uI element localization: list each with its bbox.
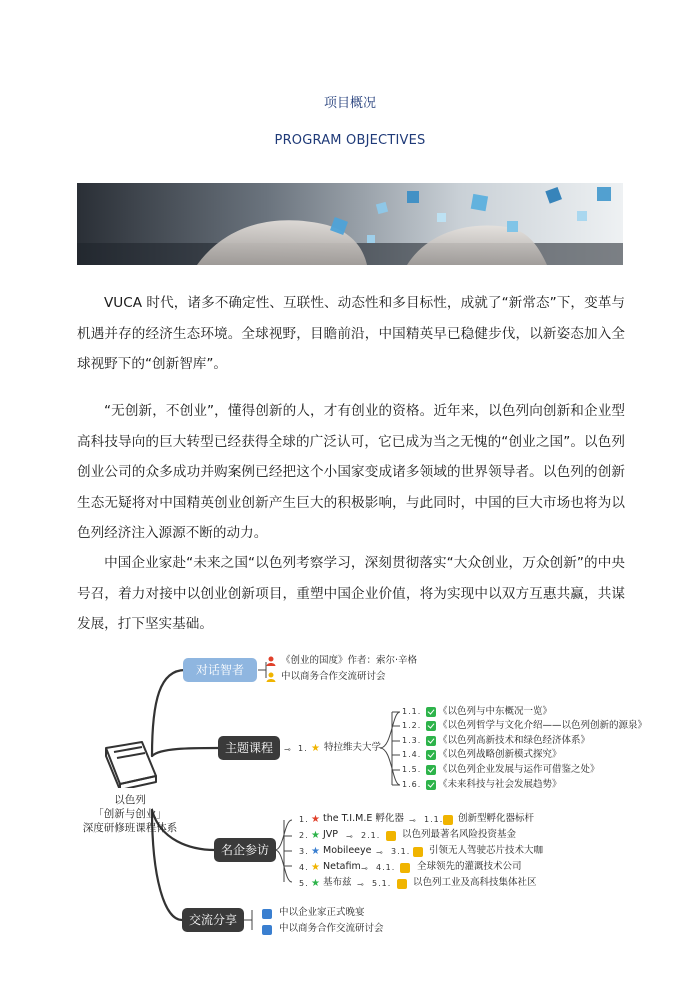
check-icon (426, 765, 436, 775)
connector-dot: ⊸ (346, 832, 353, 841)
visit-company: the T.I.M.E 孵化器 (323, 813, 404, 824)
star-icon: ★ (311, 846, 320, 857)
intro-paragraph-3: 中国企业家赴“未来之国“以色列考察学习，深刻贯彻落实“大众创业，万众创新”的中央号召，着力对接中以创业创新项目，重塑中国企业价值，将为实现中以双方互惠共赢，共谋发展，打下坚实基础。 (77, 555, 625, 632)
course-item-num: 1.5. (402, 765, 422, 774)
page-title-cn: 项目概况 (323, 96, 376, 111)
banner-image (77, 183, 623, 265)
visit-subnum: 2.1. (361, 831, 381, 840)
branch-visits-pill[interactable]: 名企参访 (214, 838, 276, 862)
star-icon: ★ (311, 862, 320, 873)
branch-exchange-pill[interactable]: 交流分享 (182, 908, 244, 932)
connector-dot: ⊸ (284, 745, 291, 754)
star-icon: ★ (311, 814, 320, 825)
root-book-icon (84, 738, 176, 788)
exchange-item-2: 中以商务合作交流研讨会 (279, 923, 384, 934)
exchange-item-1: 中以企业家正式晚宴 (279, 907, 365, 918)
visit-num: 4. (299, 863, 309, 872)
star-icon: ★ (311, 830, 320, 841)
person-icon (266, 672, 276, 682)
star-icon: ★ (311, 743, 320, 754)
visit-subnum: 5.1. (372, 879, 392, 888)
root-node-label: 以色列 「创新与创业」 深度研修班课程体系 (82, 794, 178, 834)
course-item-num: 1.6. (402, 780, 422, 789)
course-item: 《以色列哲学与文化介绍——以色列创新的源泉》 (438, 720, 648, 731)
intro-paragraph-1: VUCA 时代，诸多不确定性、互联性、动态性和多目标性，成就了“新常态”下，变革与机遇并存的经济生态环境。全球视野，目瞻前沿，中国精英早已稳健步伐，以新姿态加入全球视野下的“创新智库”。 (77, 295, 625, 372)
visit-desc: 以色列最著名风险投资基金 (402, 829, 517, 840)
check-icon (426, 750, 436, 760)
visit-num: 1. (299, 815, 309, 824)
people-icon (262, 925, 272, 935)
connector-dot: ⊸ (376, 848, 383, 857)
connector-dot: ⊸ (409, 816, 416, 825)
check-icon (426, 736, 436, 746)
visit-subnum: 4.1. (376, 863, 396, 872)
star-icon: ★ (311, 878, 320, 889)
visit-desc: 引领无人驾驶芯片技术大咖 (429, 845, 544, 856)
visit-company: Mobileeye (323, 845, 372, 856)
visit-subnum: 3.1. (391, 847, 411, 856)
visit-num: 2. (299, 831, 309, 840)
intro-paragraph-2: “无创新，不创业”，懂得创新的人，才有创业的资格。近年来，以色列向创新和企业型高科技导向的巨大转型已经获得全球的广泛认可，它已成为当之无愧的“创业之国”。以色列创业公司的众多成功并购案例已经把这个小国家变成诸多领域的世界领导者。以色列的创新生态无疑将对中国精英创业创新产生巨大的积极影响，与此同时，中国的巨大市场也将为以色列经济注入源源不断的动力。 (77, 403, 625, 541)
check-icon (426, 780, 436, 790)
course-item: 《以色列高新技术和绿色经济体系》 (438, 735, 591, 746)
course-item: 《以色列企业发展与运作可借鉴之处》 (438, 764, 600, 775)
dialogue-item-2: 中以商务合作交流研讨会 (281, 671, 386, 682)
trophy-icon (413, 847, 423, 857)
course-center-label: 特拉维夫大学 (324, 742, 382, 753)
connector-dot: ⊸ (361, 864, 368, 873)
course-item-num: 1.3. (402, 736, 422, 745)
course-num: 1. (298, 744, 308, 753)
course-item: 《以色列战略创新模式探究》 (438, 749, 562, 760)
visit-subnum: 1.1. (424, 815, 444, 824)
visit-num: 5. (299, 879, 309, 888)
branch-dialogue-pill[interactable]: 对话智者 (183, 658, 257, 682)
visit-company: Netafim (323, 861, 361, 872)
course-item: 《以色列与中东概况一览》 (438, 706, 553, 717)
mindmap-connectors (0, 640, 700, 940)
check-icon (426, 707, 436, 717)
course-item: 《未来科技与社会发展趋势》 (438, 779, 562, 790)
course-item-num: 1.4. (402, 750, 422, 759)
visit-desc: 全球领先的灌溉技术公司 (417, 861, 522, 872)
course-item-num: 1.1. (402, 707, 422, 716)
page-title-en: PROGRAM OBJECTIVES (274, 133, 426, 148)
visit-desc: 以色列工业及高科技集体社区 (413, 877, 537, 888)
people-icon (262, 909, 272, 919)
trophy-icon (443, 815, 453, 825)
branch-courses-pill[interactable]: 主题课程 (218, 736, 280, 760)
course-item-num: 1.2. (402, 721, 422, 730)
trophy-icon (386, 831, 396, 841)
visit-num: 3. (299, 847, 309, 856)
check-icon (426, 721, 436, 731)
dialogue-item-1: 《创业的国度》作者：索尔·辛格 (281, 655, 418, 666)
person-icon (266, 656, 276, 666)
connector-dot: ⊸ (357, 880, 364, 889)
visit-company: JVP (323, 829, 339, 840)
visit-desc: 创新型孵化器标杆 (458, 813, 535, 824)
trophy-icon (397, 879, 407, 889)
trophy-icon (400, 863, 410, 873)
visit-company: 基布兹 (323, 877, 352, 888)
